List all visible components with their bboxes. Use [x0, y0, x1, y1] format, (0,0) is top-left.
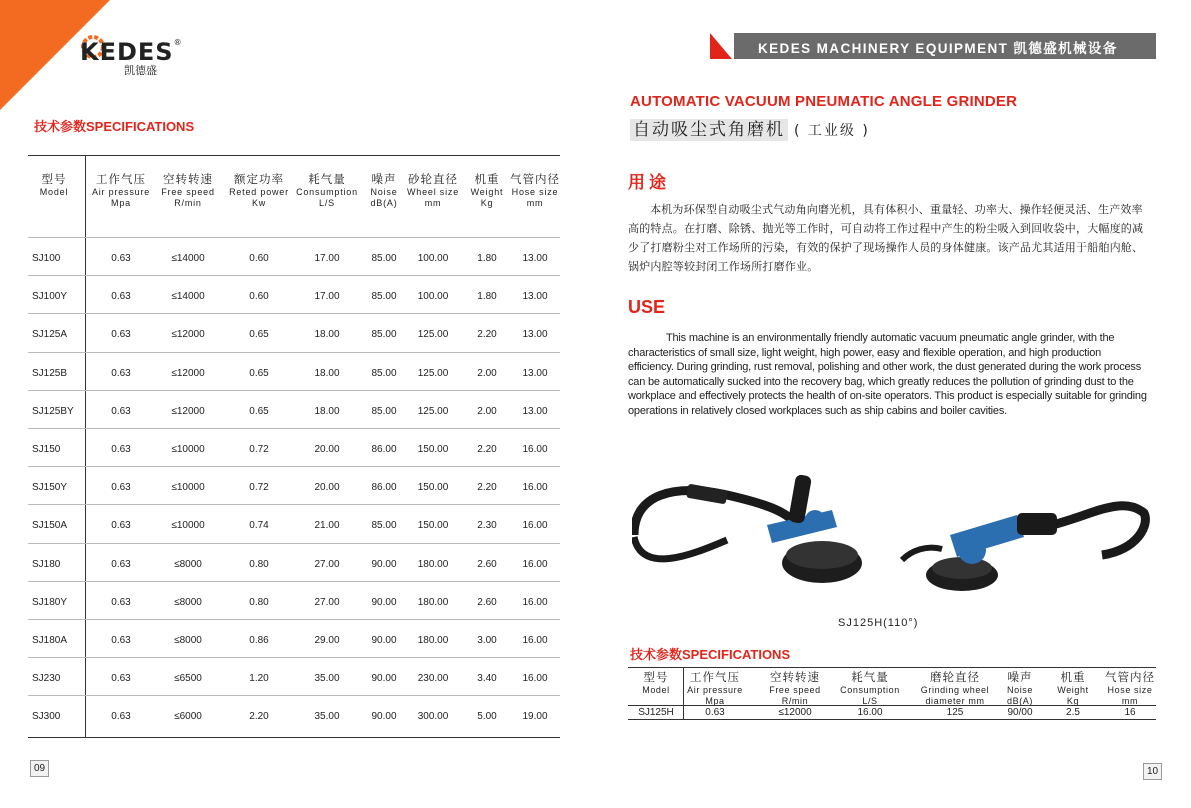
- page-number-right: 10: [1143, 763, 1162, 780]
- table-top-rule: [628, 667, 1156, 668]
- table-row: [28, 695, 560, 734]
- value-cell: 300.00: [417, 711, 449, 723]
- value-cell: 90.00: [371, 596, 397, 608]
- value-cell: 18.00: [314, 367, 340, 379]
- product-title-cn: [630, 115, 870, 140]
- table-row: [28, 428, 560, 467]
- value-cell: 0.63: [111, 253, 131, 264]
- value-cell: 150.00: [417, 482, 449, 494]
- product-photos: [632, 465, 1152, 605]
- right-col-header-unit: mm: [1121, 696, 1139, 706]
- use-text-en: This machine is an environmentally friendly automatic vacuum pneumatic angle grinder, with the characteristics of small size, light weight, high power, easy and flexible operation, and high production efficiency. During grinding, rust removal, polishing and other work, the dust generated during the work process can be automatically sucked into the recovery bag, which greatly reduces the pollution of grinding dust to the workplace and effectively protects the health of on-site operators. This product is especially suitable for grinding operations in relatively closed workplaces such as ship cabins and boiler cavities.: [628, 332, 1147, 417]
- right-col-header-2: [755, 669, 835, 707]
- model-cell: SJ150: [32, 444, 61, 455]
- table-bottom-rule: [28, 737, 560, 738]
- grinder-image-left: [634, 474, 862, 583]
- model-cell: SJ150Y: [32, 482, 68, 494]
- left-col-header-unit: Kw: [251, 198, 267, 208]
- value-cell: 100.00: [417, 291, 449, 303]
- value-cell: 0.60: [249, 253, 269, 264]
- left-col-header-0: [23, 171, 85, 198]
- left-col-header-unit: Mpa: [111, 198, 131, 208]
- value-cell: 16.00: [522, 520, 548, 532]
- right-col-header-cn: 磨轮直径: [930, 670, 980, 684]
- model-cell: SJ100Y: [32, 291, 68, 303]
- page-number-left: 09: [30, 760, 49, 777]
- value-cell: 13.00: [522, 291, 548, 303]
- value-cell: ≤8000: [174, 635, 202, 646]
- value-cell: 86.00: [371, 482, 397, 494]
- value-cell: 5.00: [477, 711, 497, 723]
- value-cell: 1.80: [477, 253, 497, 264]
- value-cell: 85.00: [371, 253, 397, 264]
- left-col-header-1: [83, 171, 159, 209]
- right-spec-title-cn: 技术参数: [630, 648, 683, 663]
- right-spec-title: [630, 644, 790, 663]
- right-col-header-unit: diameter mm: [925, 696, 985, 706]
- table-row: [28, 619, 560, 658]
- value-cell: ≤10000: [171, 482, 205, 494]
- left-col-header-2: [150, 171, 226, 209]
- value-cell: 19.00: [522, 711, 548, 723]
- banner-red-accent: [710, 33, 732, 59]
- right-col-header-3: [830, 669, 910, 707]
- value-cell: ≤10000: [171, 444, 205, 455]
- header-banner: [710, 33, 1156, 59]
- value-cell: 2.60: [477, 596, 497, 608]
- value-cell: 85.00: [371, 520, 397, 532]
- left-col-header-cn: 耗气量: [308, 172, 346, 186]
- value-cell: ≤6000: [174, 711, 202, 723]
- table-row: [28, 237, 560, 276]
- left-col-header-3: [220, 171, 298, 209]
- left-col-header-8: [502, 171, 568, 209]
- value-cell: 0.63: [705, 707, 725, 718]
- value-cell: 90.00: [371, 673, 397, 685]
- value-cell: 180.00: [417, 635, 449, 646]
- table-row: [28, 504, 560, 543]
- value-cell: 2.30: [477, 520, 497, 532]
- value-cell: 16.00: [857, 707, 883, 718]
- right-col-header-cn: 气管内径: [1105, 670, 1155, 684]
- left-col-header-en: Free speed: [161, 187, 215, 197]
- left-col-header-unit: mm: [424, 198, 442, 208]
- value-cell: 0.74: [249, 520, 269, 532]
- value-cell: 20.00: [314, 482, 340, 494]
- right-col-header-en: Grinding wheel: [920, 685, 990, 695]
- right-col-header-cn: 机重: [1060, 670, 1086, 684]
- table-row: [28, 543, 560, 582]
- value-cell: 18.00: [314, 329, 340, 341]
- model-cell: SJ180Y: [32, 596, 68, 608]
- value-cell: 16.00: [522, 635, 548, 646]
- left-col-header-en: Reted power: [229, 187, 289, 197]
- value-cell: ≤6500: [174, 673, 202, 685]
- value-cell: ≤10000: [171, 520, 205, 532]
- product-title-cn-main: 自动吸尘式角磨机: [630, 119, 788, 141]
- value-cell: 13.00: [522, 405, 548, 417]
- value-cell: 85.00: [371, 291, 397, 303]
- value-cell: 0.63: [111, 329, 131, 341]
- model-cell: SJ180: [32, 558, 61, 570]
- left-col-header-cn: 机重: [474, 172, 500, 186]
- value-cell: 86.00: [371, 444, 397, 455]
- left-col-header-en: Consumption: [296, 187, 358, 197]
- value-cell: 0.63: [111, 673, 131, 685]
- value-cell: 0.80: [249, 558, 269, 570]
- product-title-cn-sub: ( 工业级 ): [794, 123, 870, 139]
- left-col-header-4: [288, 171, 366, 209]
- value-cell: 90.00: [371, 635, 397, 646]
- value-cell: ≤8000: [174, 558, 202, 570]
- right-col-header-unit: L/S: [862, 696, 878, 706]
- model-cell: SJ100: [32, 253, 61, 264]
- model-cell: SJ150A: [32, 520, 68, 532]
- value-cell: 0.63: [111, 367, 131, 379]
- value-cell: ≤8000: [174, 596, 202, 608]
- right-col-header-cn: 型号: [643, 670, 669, 684]
- banner-text: KEDES MACHINERY EQUIPMENT 凯德盛机械设备: [758, 41, 1118, 56]
- value-cell: 1.20: [249, 673, 269, 685]
- value-cell: ≤12000: [778, 707, 812, 718]
- value-cell: 125.00: [417, 329, 449, 341]
- grinder-image-right: [902, 506, 1145, 591]
- value-cell: 2.00: [477, 405, 497, 417]
- model-cell: SJ125B: [32, 367, 68, 379]
- left-col-header-unit: Kg: [480, 198, 494, 208]
- table-row: [28, 352, 560, 391]
- value-cell: 1.80: [477, 291, 497, 303]
- left-col-header-en: Air pressure: [91, 187, 151, 197]
- left-col-header-en: Weight: [470, 187, 504, 197]
- value-cell: ≤14000: [171, 253, 205, 264]
- model-cell: SJ180A: [32, 635, 68, 646]
- right-col-header-en: Model: [642, 685, 670, 695]
- left-col-header-en: Noise: [370, 187, 398, 197]
- logo-text: KEDES: [80, 38, 174, 66]
- left-col-header-unit: L/S: [319, 198, 335, 208]
- value-cell: 0.63: [111, 405, 131, 417]
- left-col-header-cn: 空转转速: [163, 172, 213, 186]
- left-spec-title-cn: 技术参数: [34, 120, 87, 135]
- value-cell: 125.00: [417, 367, 449, 379]
- value-cell: 0.63: [111, 520, 131, 532]
- right-col-header-unit: Mpa: [705, 696, 725, 706]
- left-col-header-cn: 噪声: [371, 172, 397, 186]
- left-col-header-cn: 砂轮直径: [408, 172, 458, 186]
- value-cell: 0.72: [249, 444, 269, 455]
- right-col-header-unit: Kg: [1066, 696, 1080, 706]
- value-cell: 3.40: [477, 673, 497, 685]
- value-cell: 18.00: [314, 405, 340, 417]
- model-cell: SJ300: [32, 711, 61, 723]
- product-title-en: AUTOMATIC VACUUM PNEUMATIC ANGLE GRINDER: [630, 93, 1018, 110]
- value-cell: 16.00: [522, 596, 548, 608]
- right-col-header-en: Noise: [1006, 685, 1033, 695]
- logo-subtitle: 凯德盛: [124, 64, 157, 77]
- value-cell: 180.00: [417, 596, 449, 608]
- value-cell: 85.00: [371, 367, 397, 379]
- value-cell: 16.00: [522, 444, 548, 455]
- value-cell: 0.63: [111, 482, 131, 494]
- right-col-header-1: [675, 669, 755, 707]
- value-cell: 0.72: [249, 482, 269, 494]
- product-caption: SJ125H(110°): [838, 617, 919, 629]
- right-col-header-cn: 噪声: [1007, 670, 1033, 684]
- value-cell: 0.63: [111, 291, 131, 303]
- value-cell: 2.5: [1066, 707, 1080, 718]
- value-cell: 13.00: [522, 253, 548, 264]
- left-col-header-en: Hose size: [511, 187, 559, 197]
- left-col-header-6: [397, 171, 469, 209]
- value-cell: 0.63: [111, 444, 131, 455]
- value-cell: 16.00: [522, 482, 548, 494]
- left-spec-title: [34, 116, 194, 135]
- value-cell: 180.00: [417, 558, 449, 570]
- value-cell: 13.00: [522, 367, 548, 379]
- right-col-header-cn: 耗气量: [851, 670, 889, 684]
- left-col-header-unit: mm: [526, 198, 544, 208]
- value-cell: 125: [946, 707, 964, 718]
- value-cell: 21.00: [314, 520, 340, 532]
- left-spec-title-en: SPECIFICATIONS: [86, 119, 195, 134]
- value-cell: 16.00: [522, 673, 548, 685]
- table-row: [28, 275, 560, 314]
- table-bottom-rule: [628, 719, 1156, 720]
- left-col-header-cn: 型号: [41, 172, 67, 186]
- left-col-header-unit: dB(A): [370, 198, 398, 208]
- right-col-header-en: Air pressure: [687, 685, 743, 695]
- model-cell: SJ230: [32, 673, 61, 685]
- table-top-rule: [28, 155, 560, 156]
- right-col-header-en: Free speed: [769, 685, 821, 695]
- left-col-header-unit: R/min: [174, 198, 202, 208]
- value-cell: 90.00: [371, 711, 397, 723]
- value-cell: 13.00: [522, 329, 548, 341]
- value-cell: ≤12000: [171, 329, 205, 341]
- right-col-header-cn: 工作气压: [690, 670, 740, 684]
- value-cell: 17.00: [314, 291, 340, 303]
- value-cell: 0.80: [249, 596, 269, 608]
- right-col-header-en: Hose size: [1107, 685, 1153, 695]
- brand-logo: [80, 38, 190, 88]
- value-cell: 27.00: [314, 558, 340, 570]
- right-col-header-en: Consumption: [840, 685, 900, 695]
- value-cell: 0.65: [249, 405, 269, 417]
- value-cell: 0.63: [111, 635, 131, 646]
- model-cell: SJ125BY: [32, 405, 74, 417]
- use-text-cn: 本机为环保型自动吸尘式气动角向磨光机，具有体积小、重量轻、功率大、操作轻便灵活、生产效率高的特点。在打磨、除锈、抛光等工作时，可自动将工作过程中产生的粉尘吸入到回收袋中，大幅度的减少了打磨粉尘对工作场所的污染，有效的保护了现场操作人员的身体健康。该产品尤其适用于船舶内舱、锅炉内腔等较封闭工作场所打磨作业。: [628, 203, 1144, 273]
- use-heading-en: USE: [628, 297, 666, 317]
- value-cell: 2.20: [477, 482, 497, 494]
- table-row: [28, 390, 560, 429]
- left-col-header-cn: 气管内径: [510, 172, 560, 186]
- left-col-header-en: Model: [39, 187, 69, 197]
- value-cell: 85.00: [371, 405, 397, 417]
- value-cell: 150.00: [417, 520, 449, 532]
- value-cell: 20.00: [314, 444, 340, 455]
- value-cell: ≤14000: [171, 291, 205, 303]
- value-cell: 0.65: [249, 367, 269, 379]
- value-cell: 16.00: [522, 558, 548, 570]
- right-spec-title-en: SPECIFICATIONS: [682, 647, 791, 662]
- table-row: [28, 313, 560, 352]
- right-col-header-7: [1090, 669, 1170, 707]
- value-cell: 17.00: [314, 253, 340, 264]
- value-cell: 2.20: [477, 444, 497, 455]
- use-heading-cn: 用途: [628, 173, 670, 193]
- model-cell: SJ125H: [638, 707, 674, 718]
- value-cell: ≤12000: [171, 367, 205, 379]
- value-cell: ≤12000: [171, 405, 205, 417]
- value-cell: 90/00: [1007, 707, 1033, 718]
- right-col-header-unit: R/min: [781, 696, 809, 706]
- table-row: [28, 581, 560, 620]
- model-cell: SJ125A: [32, 329, 68, 341]
- value-cell: 90.00: [371, 558, 397, 570]
- value-cell: 100.00: [417, 253, 449, 264]
- value-cell: 16: [1124, 707, 1136, 718]
- value-cell: 85.00: [371, 329, 397, 341]
- left-col-header-cn: 工作气压: [96, 172, 146, 186]
- value-cell: 2.20: [249, 711, 269, 723]
- value-cell: 0.63: [111, 558, 131, 570]
- value-cell: 0.86: [249, 635, 269, 646]
- value-cell: 2.00: [477, 367, 497, 379]
- left-col-header-cn: 额定功率: [234, 172, 284, 186]
- value-cell: 0.63: [111, 711, 131, 723]
- value-cell: 2.60: [477, 558, 497, 570]
- value-cell: 35.00: [314, 673, 340, 685]
- value-cell: 29.00: [314, 635, 340, 646]
- logo-registered-mark: ®: [173, 38, 182, 47]
- table-row: [28, 466, 560, 505]
- value-cell: 0.60: [249, 291, 269, 303]
- right-col-header-cn: 空转转速: [770, 670, 820, 684]
- value-cell: 2.20: [477, 329, 497, 341]
- right-col-header-en: Weight: [1057, 685, 1089, 695]
- value-cell: 150.00: [417, 444, 449, 455]
- value-cell: 125.00: [417, 405, 449, 417]
- left-col-header-en: Wheel size: [406, 187, 459, 197]
- right-col-header-unit: dB(A): [1006, 696, 1033, 706]
- value-cell: 230.00: [417, 673, 449, 685]
- value-cell: 35.00: [314, 711, 340, 723]
- value-cell: 27.00: [314, 596, 340, 608]
- table-row: [28, 657, 560, 696]
- value-cell: 0.63: [111, 596, 131, 608]
- value-cell: 3.00: [477, 635, 497, 646]
- value-cell: 0.65: [249, 329, 269, 341]
